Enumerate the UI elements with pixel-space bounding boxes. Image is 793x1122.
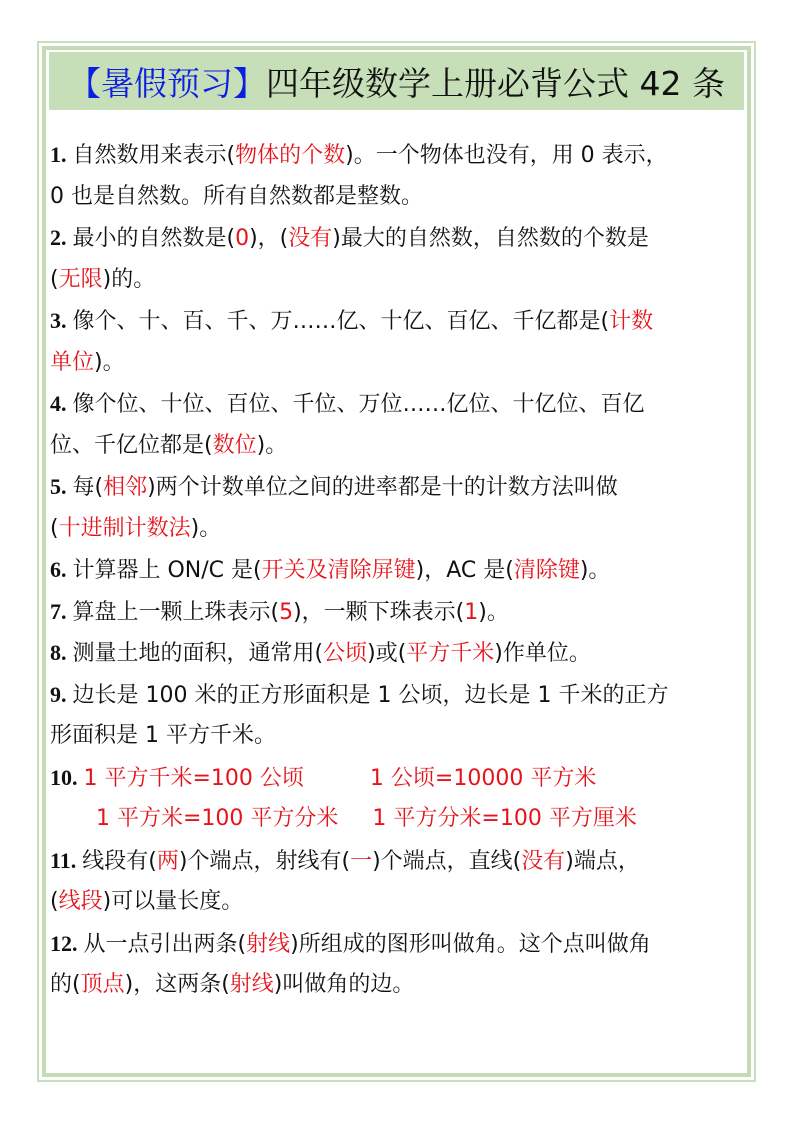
body-text: )端点， [565,848,640,874]
list-item [50,674,746,757]
answer-text: 1 [464,599,479,625]
text-line [50,508,746,550]
item-number: 12. [50,930,78,956]
text-line [50,342,746,384]
text-line [50,217,746,259]
item-number: 7. [50,598,67,624]
body-text: 像个位、十位、百位、千位、万位……亿位、十亿位、百亿 [72,392,645,417]
body-text: 线段有( [82,848,157,874]
formula-list [50,134,746,1006]
list-item [50,134,746,217]
answer-text: 开关及清除屏键 [261,558,416,583]
text-line [50,881,746,923]
text-line [50,176,746,218]
answer-text: 数位 [212,432,257,458]
answer-text: 平方千米 [406,641,495,666]
list-item [50,923,746,1006]
item-number: 3. [50,308,67,333]
body-text: )两个计数单位之间的进率都是十的计数方法叫做 [147,475,618,500]
answer-text: 物体的个数 [235,143,346,168]
answer-text: 没有 [288,226,333,251]
conversion-text: 1 平方分米=100 平方厘米 [372,806,637,831]
item-number: 6. [50,557,67,582]
body-text: )最大的自然数，自然数的个数是 [332,226,649,251]
answer-text: 射线 [246,931,291,957]
item-number: 1. [50,142,67,167]
list-item [50,840,746,923]
body-text: )作单位。 [494,641,591,666]
body-text: )所组成的图形叫做角。这个点叫做角 [290,931,651,957]
answer-text: 十进制计数法 [58,515,191,541]
title-tag: 【暑假预习】 [68,63,266,103]
conversion-text: 1 平方米=100 平方分米 [96,806,339,831]
list-item [50,383,746,466]
item-number: 4. [50,391,67,416]
body-text: 0 也是自然数。所有自然数都是整数。 [50,183,423,209]
body-text: 形面积是 1 平方千米。 [50,723,276,748]
item-number: 5. [50,474,67,499]
text-line [50,674,746,716]
list-item [50,632,746,674]
body-text: )的。 [102,266,156,292]
body-text: )，一颗下珠表示( [293,599,465,625]
body-text: )。一个物体也没有，用 0 表示， [345,143,668,168]
body-text: 的( [50,972,81,997]
text-line [50,798,746,840]
body-text: )可以量长度。 [102,889,244,914]
list-item [50,300,746,383]
answer-text: 相邻 [103,475,148,500]
body-text: )，AC 是( [415,558,514,583]
body-text: )。 [94,349,125,375]
body-text: 最小的自然数是( [72,226,236,251]
answer-text: 5 [279,599,294,625]
text-line [50,466,746,508]
body-text: )。 [478,599,509,625]
item-number: 8. [50,640,67,665]
list-item [50,217,746,300]
answer-text: 顶点 [80,972,125,997]
answer-text: 计数 [609,309,654,334]
answer-text: 公顷 [323,641,368,666]
text-line [50,964,746,1006]
text-line [50,549,746,591]
body-text: )。 [579,558,611,583]
text-line [50,425,746,467]
text-line [50,840,746,882]
text-line [50,591,746,633]
body-text: )，这两条( [124,972,230,997]
item-number: 11. [50,847,77,873]
body-text: ( [50,515,59,541]
body-text: 从一点引出两条( [83,931,247,957]
body-text: 计算器上 ON/C 是( [72,558,262,583]
text-line [50,923,746,965]
body-text: 算盘上一颗上珠表示( [72,599,280,625]
item-number: 2. [50,225,67,250]
list-item [50,591,746,633]
page-title [49,52,744,110]
body-text: 位、千亿位都是( [50,432,213,458]
body-text: 每( [72,475,104,500]
body-text: )个端点，直线( [372,848,522,874]
text-line [50,383,746,425]
text-line [50,715,746,757]
answer-text: 无限 [58,266,103,292]
body-text: 边长是 100 米的正方形面积是 1 公顷，边长是 1 千米的正方 [72,682,669,708]
text-line [50,300,746,342]
text-line [50,259,746,301]
body-text: )或( [367,641,407,666]
conversion-text: 1 平方千米=100 公顷 [83,765,304,791]
body-text: )，( [249,226,289,251]
answer-text: 一 [350,848,373,874]
body-text: )个端点，射线有( [178,848,351,874]
item-number: 10. [50,764,78,790]
body-text: 自然数用来表示( [72,143,236,168]
text-line [50,632,746,674]
list-item [50,757,746,840]
answer-text: 0 [235,226,250,251]
body-text: 像个、十、百、千、万……亿、十亿、百亿、千亿都是( [72,309,610,334]
body-text: )叫做角的边。 [273,972,415,997]
text-line [50,134,746,176]
body-text: )。 [256,432,288,458]
answer-text: 单位 [50,349,95,375]
list-item [50,549,746,591]
answer-text: 没有 [521,848,566,874]
answer-text: 清除键 [513,558,580,583]
body-text: )。 [190,515,222,541]
body-text: ( [50,266,59,292]
text-line [50,757,746,799]
answer-text: 射线 [229,972,274,997]
body-text: 测量土地的面积，通常用( [72,641,324,666]
list-item [50,466,746,549]
conversion-text: 1 公顷=10000 平方米 [369,765,597,791]
title-text: 四年级数学上册必背公式 42 条 [266,63,725,103]
answer-text: 两 [156,848,179,874]
answer-text: 线段 [58,889,103,914]
body-text: ( [50,889,59,914]
item-number: 9. [50,681,67,707]
